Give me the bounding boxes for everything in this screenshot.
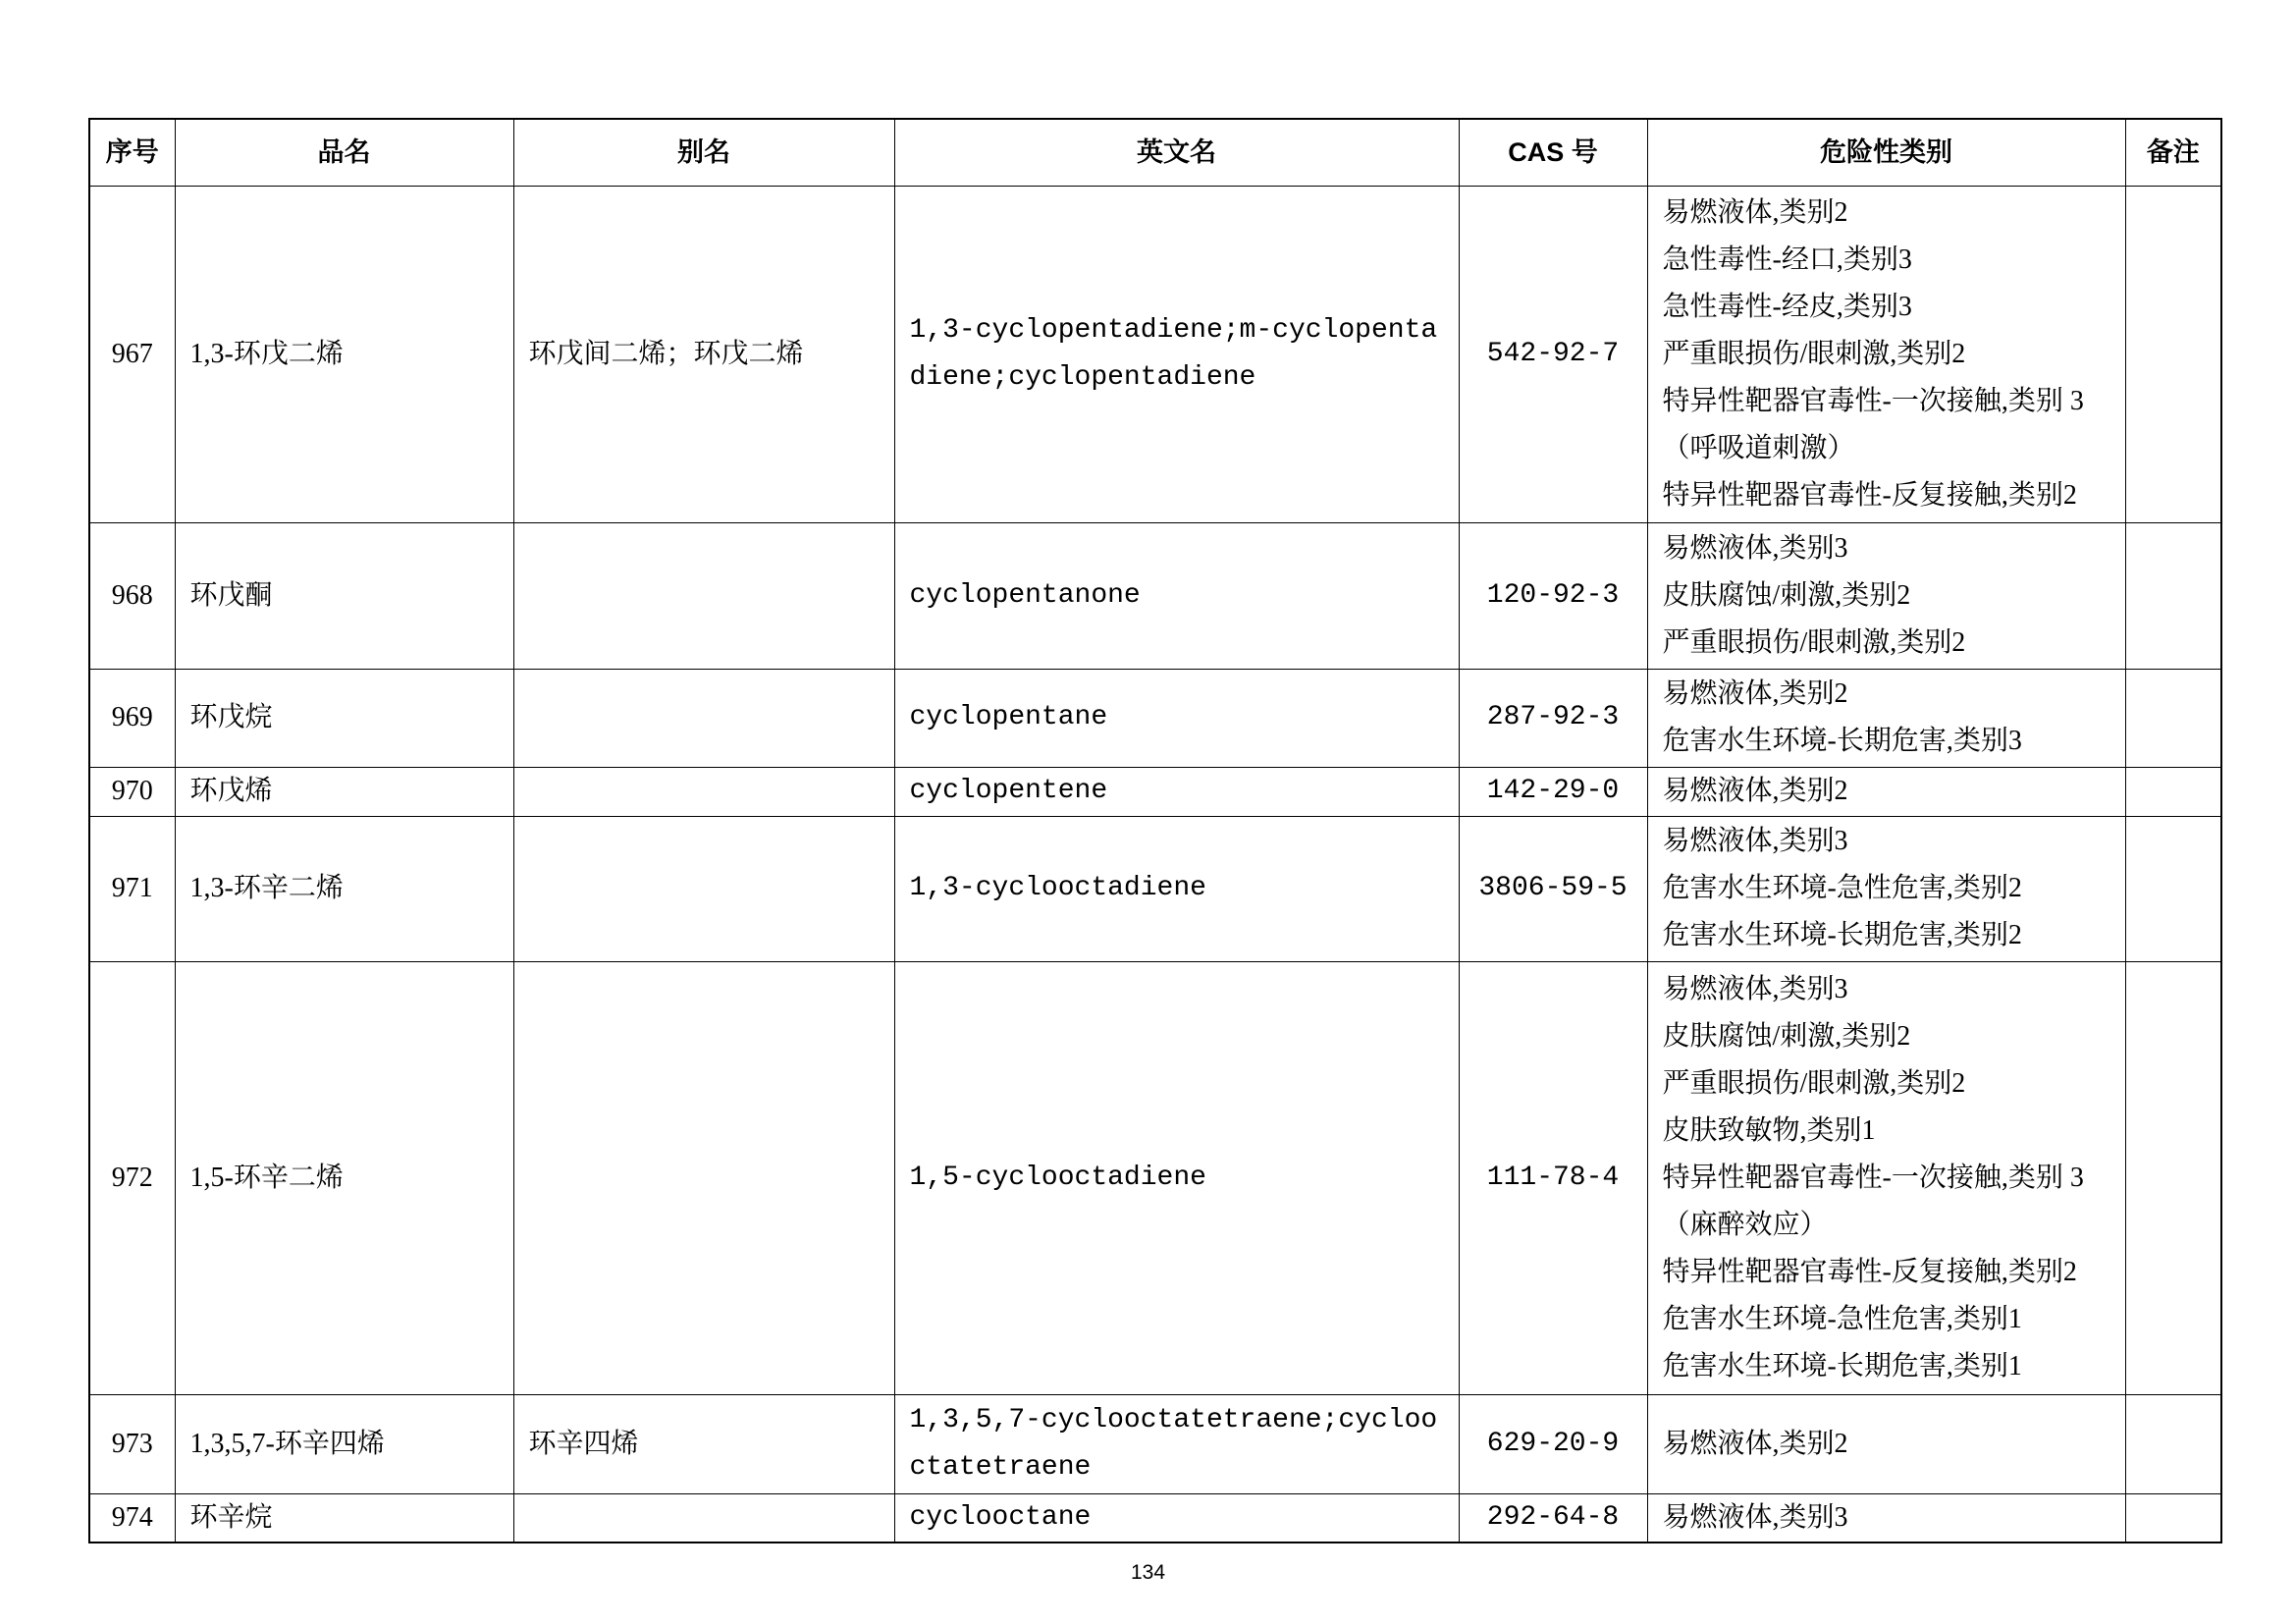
hazard-item: 急性毒性-经皮,类别3 — [1662, 291, 1912, 322]
header-cas: CAS 号 — [1459, 119, 1647, 186]
cell-remark — [2125, 767, 2221, 816]
cell-index: 973 — [89, 1394, 175, 1493]
hazard-item: 皮肤腐蚀/刺激,类别2 — [1662, 1020, 1911, 1052]
hazard-item: 易燃液体,类别3 — [1662, 973, 1848, 1004]
header-name: 品名 — [175, 119, 513, 186]
cell-index: 969 — [89, 669, 175, 767]
cell-remark — [2125, 669, 2221, 767]
hazard-item: 皮肤致敏物,类别1 — [1662, 1114, 1876, 1146]
cell-alias — [513, 1493, 894, 1543]
cell-index: 972 — [89, 961, 175, 1394]
cell-english: 1,3,5,7-cyclooctatetraene;cyclooctatetraene — [894, 1394, 1459, 1493]
cell-alias: 环辛四烯 — [513, 1394, 894, 1493]
cell-index: 971 — [89, 816, 175, 961]
header-alias: 别名 — [513, 119, 894, 186]
table-row — [89, 522, 2221, 669]
header-english: 英文名 — [894, 119, 1459, 186]
cell-alias — [513, 961, 894, 1394]
cell-remark — [2125, 1493, 2221, 1543]
cell-remark — [2125, 522, 2221, 669]
cell-english: cyclopentane — [894, 669, 1459, 767]
header-row — [89, 119, 2221, 186]
cell-remark — [2125, 816, 2221, 961]
cell-alias — [513, 816, 894, 961]
hazard-item: 严重眼损伤/眼刺激,类别2 — [1662, 1067, 1966, 1099]
hazard-item: 急性毒性-经口,类别3 — [1662, 244, 1912, 275]
hazard-item: 危害水生环境-急性危害,类别1 — [1662, 1303, 2022, 1334]
cell-english: cyclopentene — [894, 767, 1459, 816]
cell-alias — [513, 669, 894, 767]
cell-hazard — [1647, 1394, 2125, 1493]
cell-index: 967 — [89, 186, 175, 522]
table-row — [89, 767, 2221, 816]
cell-english: 1,5-cyclooctadiene — [894, 961, 1459, 1394]
cell-cas: 111-78-4 — [1459, 961, 1647, 1394]
table-row — [89, 186, 2221, 522]
cell-index: 968 — [89, 522, 175, 669]
cell-index: 970 — [89, 767, 175, 816]
hazard-item: 易燃液体,类别2 — [1662, 678, 1848, 709]
cell-alias — [513, 522, 894, 669]
cell-english: 1,3-cyclopentadiene;m-cyclopentadiene;cyclopentadiene — [894, 186, 1459, 522]
cell-cas: 287-92-3 — [1459, 669, 1647, 767]
cell-english: cyclopentanone — [894, 522, 1459, 669]
hazard-item: 特异性靶器官毒性-反复接触,类别2 — [1662, 1256, 2077, 1287]
cell-cas: 292-64-8 — [1459, 1493, 1647, 1543]
cell-alias — [513, 767, 894, 816]
hazard-item: 危害水生环境-长期危害,类别2 — [1662, 920, 2022, 950]
cell-name: 环辛烷 — [175, 1493, 513, 1543]
hazard-item: 危害水生环境-长期危害,类别1 — [1662, 1350, 2022, 1381]
cell-hazard — [1647, 1493, 2125, 1543]
cell-alias: 环戊间二烯；环戊二烯 — [513, 186, 894, 522]
cell-hazard — [1647, 816, 2125, 961]
cell-cas: 120-92-3 — [1459, 522, 1647, 669]
hazard-item: 严重眼损伤/眼刺激,类别2 — [1662, 338, 1966, 369]
hazard-item: 危害水生环境-长期危害,类别3 — [1662, 726, 2022, 756]
cell-remark — [2125, 1394, 2221, 1493]
hazard-item: 特异性靶器官毒性-一次接触,类别 3（麻醉效应） — [1662, 1162, 2084, 1240]
hazard-item: 易燃液体,类别2 — [1662, 196, 1848, 228]
page-number: 134 — [1130, 1561, 1166, 1584]
hazard-item: 易燃液体,类别3 — [1662, 532, 1848, 564]
cell-cas: 142-29-0 — [1459, 767, 1647, 816]
table-row — [89, 816, 2221, 961]
hazard-item: 皮肤腐蚀/刺激,类别2 — [1662, 579, 1911, 611]
cell-name: 1,3-环辛二烯 — [175, 816, 513, 961]
cell-cas: 629-20-9 — [1459, 1394, 1647, 1493]
table-row — [89, 1394, 2221, 1493]
hazard-item: 特异性靶器官毒性-反复接触,类别2 — [1662, 479, 2077, 511]
hazard-item: 特异性靶器官毒性-一次接触,类别 3（呼吸道刺激） — [1662, 385, 2084, 463]
cell-name: 1,3,5,7-环辛四烯 — [175, 1394, 513, 1493]
hazard-item: 易燃液体,类别3 — [1662, 1501, 1848, 1533]
hazard-item: 严重眼损伤/眼刺激,类别2 — [1662, 626, 1966, 658]
cell-cas: 542-92-7 — [1459, 186, 1647, 522]
cell-english: cyclooctane — [894, 1493, 1459, 1543]
hazard-item: 易燃液体,类别3 — [1662, 826, 1848, 856]
cell-remark — [2125, 961, 2221, 1394]
header-hazard: 危险性类别 — [1647, 119, 2125, 186]
table-row — [89, 961, 2221, 1394]
header-index: 序号 — [89, 119, 175, 186]
cell-hazard — [1647, 961, 2125, 1394]
cell-english: 1,3-cyclooctadiene — [894, 816, 1459, 961]
cell-remark — [2125, 186, 2221, 522]
cell-hazard — [1647, 767, 2125, 816]
cell-name: 1,5-环辛二烯 — [175, 961, 513, 1394]
cell-name: 1,3-环戊二烯 — [175, 186, 513, 522]
table-row — [89, 1493, 2221, 1543]
cell-hazard — [1647, 186, 2125, 522]
hazard-item: 易燃液体,类别2 — [1662, 776, 1848, 806]
table-row — [89, 669, 2221, 767]
cell-name: 环戊烷 — [175, 669, 513, 767]
cell-cas: 3806-59-5 — [1459, 816, 1647, 961]
header-remark: 备注 — [2125, 119, 2221, 186]
chemical-table — [88, 118, 2222, 1543]
hazard-item: 危害水生环境-急性危害,类别2 — [1662, 873, 2022, 903]
cell-hazard — [1647, 669, 2125, 767]
cell-hazard — [1647, 522, 2125, 669]
cell-name: 环戊酮 — [175, 522, 513, 669]
hazard-item: 易燃液体,类别2 — [1662, 1428, 1848, 1459]
cell-index: 974 — [89, 1493, 175, 1543]
cell-name: 环戊烯 — [175, 767, 513, 816]
